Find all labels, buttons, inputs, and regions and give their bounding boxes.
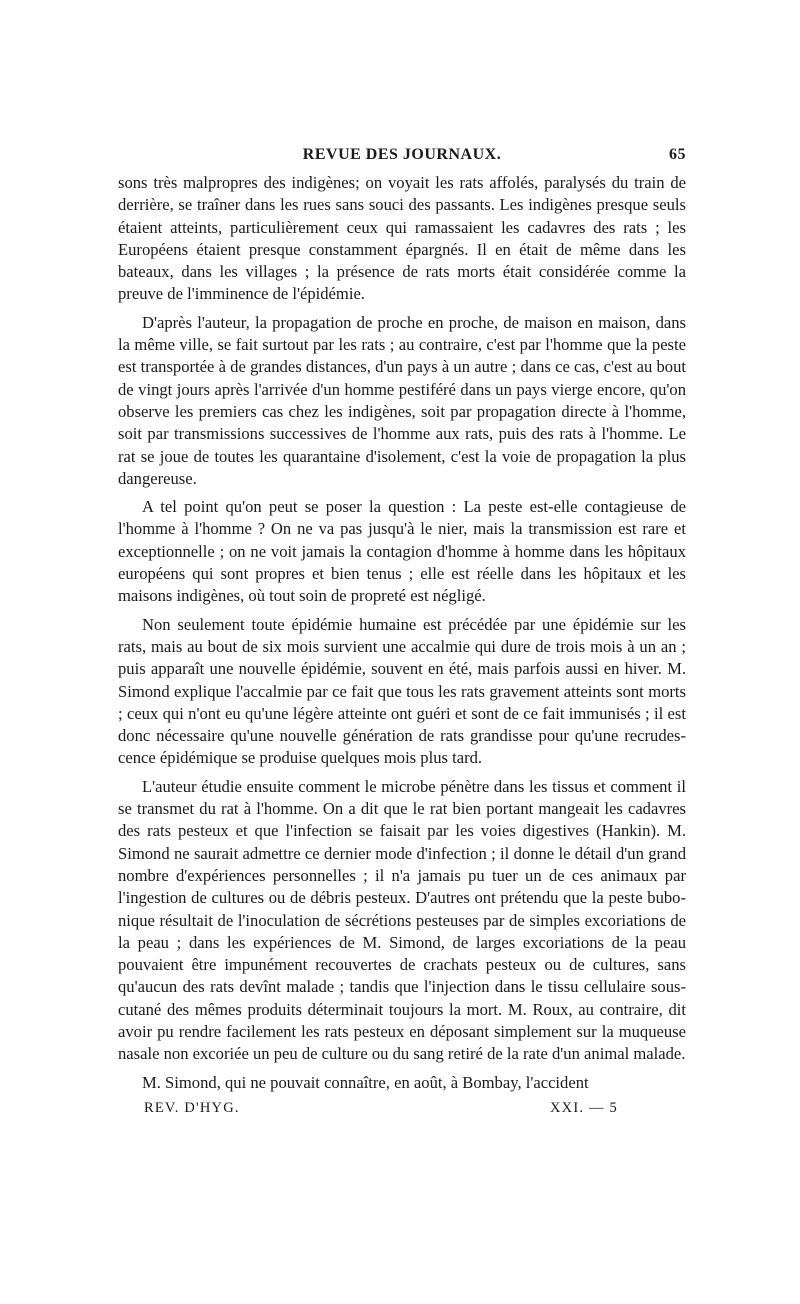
footer-signature-right: XXI. — 5 [550, 1099, 618, 1116]
page [118, 144, 686, 1124]
paragraph-1: sons très malpropres des indigènes; on voyait les rats affolés, paralysés du train de derrière, se traîner dans les rues sans souci des passants. Les indigènes presque seuls étaient atteints, particulièrement ceux qui ramassaient les cadavres des rats ; les Européens étaient presque constamment épargnés. Il en était de même dans les bateaux, dans les villages ; la présence de rats morts était considérée comme la preuve de l'imminence de l'épidémie. [118, 173, 686, 304]
body-text [118, 172, 686, 1094]
page-footer [118, 1100, 686, 1124]
footer-signature-left: REV. D'HYG. [144, 1099, 240, 1116]
paragraph-4: Non seulement toute épidémie humaine est précédée par une épidémie sur les rats, mais au bout de six mois survient une accalmie qui dure de trois mois à un an ; puis apparaît une nouvelle épidémie, souvent en été, mais parfois aussi en hiver. M. Simond explique l'accalmie par ce fait que tous les rats gravement atteints sont morts ; ceux qui n'ont eu qu'une légère atteinte ont guéri et sont de ce fait immunisés ; il est donc nécessaire qu'une nouvelle génération de rats grandisse pour qu'une recrudescence épidémique se produise quelques mois plus tard. [118, 614, 686, 768]
paragraph-5: L'auteur étudie ensuite comment le microbe pénètre dans les tissus et comment il se transmet du rat à l'homme. On a dit que le rat bien portant mangeait les cadavres des rats pesteux et que l'infection se faisait par les voies digestives (Hankin). M. Simond ne saurait admettre ce dernier mode d'infection ; il donne le détail d'un grand nombre d'expériences personnelles ; il n'a jamais pu tuer un de ces animaux par l'ingestion de cultures ou de débris pesteux. D'autres ont prétendu que la peste bubonique résultait de l'inoculation de sécrétions pesteuses par de simples excoriations de la peau ; dans les expériences de M. Simond, de larges excoriations de la peau pouvaient être impunément recouvertes de crachats pesteux ou de cultures, sans qu'aucun des rats devînt malade ; tandis que l'injection dans le tissu cellulaire sous-cutané des mêmes produits déterminait toujours la mort. M. Roux, au contraire, dit avoir pu rendre facilement les rats pesteux en déposant simplement sur la muqueuse nasale non excoriée un peu de culture ou du sang retiré de la rate d'un animal malade. [118, 776, 686, 1064]
paragraph-3: A tel point qu'on peut se poser la question : La peste est-elle contagieuse de l'homme à l'homme ? On ne va pas jusqu'à le nier, mais la transmission est rare et exceptionnelle ; on ne voit jamais la contagion d'homme à homme dans les hôpitaux européens qui sont propres et bien tenus ; elle est réelle dans les hôpitaux et les maisons indigènes, où tout soin de propreté est négligé. [118, 497, 686, 606]
paragraph-6: M. Simond, qui ne pouvait connaître, en août, à Bombay, l'accident [142, 1072, 589, 1092]
page-number: 65 [669, 146, 686, 163]
running-title: REVUE DES JOURNAUX. [302, 146, 502, 163]
paragraph-2: D'après l'auteur, la propagation de proche en proche, de maison en maison, dans la même ville, se fait surtout par les rats ; au contraire, c'est par l'homme que la peste est transportée à de grandes distances, d'un pays à un autre ; dans ce cas, c'est au bout de vingt jours après l'arrivée d'un homme pestiféré dans un pays vierge encore, qu'on observe les premiers cas chez les indigènes, soit par propagation directe à l'homme, soit par transmissions successives de l'homme aux rats, puis des rats à l'homme. Le rat se joue de toutes les quarantaine d'isolement, c'est la voie de propagation la plus dangereuse. [118, 312, 686, 488]
running-head [118, 144, 686, 172]
